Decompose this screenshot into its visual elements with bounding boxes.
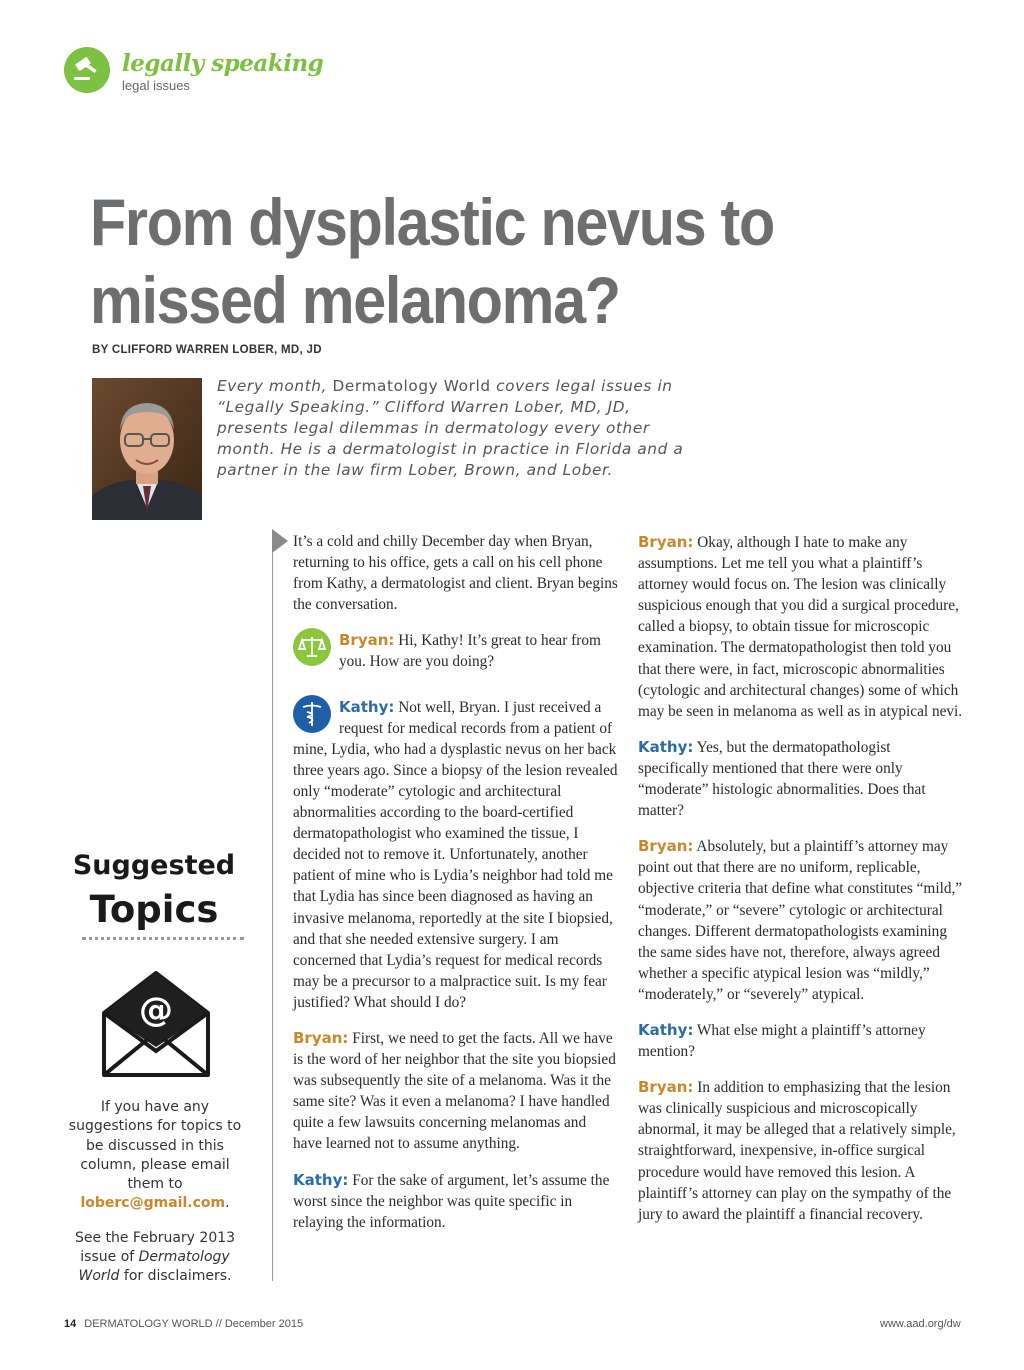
arrow-marker-icon — [272, 529, 288, 553]
dialogue-paragraph: Bryan: First, we need to get the facts. All we have is the word of her neighbor that the site you biopsied was subsequently the site of a melanoma. Was it the same site? Was it even a melanoma? I have handled quite a few lawsuits concerning melanomas and have learned not to assume anything. — [293, 1028, 616, 1153]
author-photo — [92, 378, 202, 520]
sidebar-email-note: If you have any suggestions for topics to be discussed in this column, please email them to loberc@gmail.com. — [68, 1099, 242, 1212]
sidebar-heading-topics: Topics — [89, 888, 219, 931]
sidebar-text — [66, 1098, 244, 1287]
footer-left — [64, 1318, 303, 1330]
article-column-2 — [638, 532, 963, 1240]
caduceus-icon — [293, 695, 331, 733]
section-subtitle: legal issues — [122, 78, 190, 93]
dialogue-paragraph: Kathy: What else might a plaintiff’s attorney mention? — [638, 1020, 926, 1061]
article-column-1 — [293, 531, 618, 1248]
opening-paragraph: It’s a cold and chilly December day when Bryan, returning to his office, gets a call on his cell phone from Kathy, a dermatologist and client. Bryan begins the conversation. — [293, 533, 618, 614]
sidebar-disclaimer: See the February 2013 issue of Dermatology World for disclaimers. — [74, 1229, 236, 1285]
article-title: From dysplastic nevus to missed melanoma? — [90, 185, 774, 337]
svg-text:@: @ — [139, 990, 173, 1030]
byline: BY CLIFFORD WARREN LOBER, MD, JD — [92, 344, 322, 356]
page-number: 14 — [64, 1318, 77, 1330]
footer-url[interactable]: www.aad.org/dw — [880, 1318, 961, 1330]
scales-icon — [293, 628, 331, 666]
dialogue-paragraph: Bryan: Hi, Kathy! It’s great to hear from you. How are you doing? — [293, 630, 618, 672]
email-link[interactable]: loberc@gmail.com — [80, 1195, 226, 1212]
publication-info: DERMATOLOGY WORLD // December 2015 — [84, 1318, 304, 1330]
dialogue-paragraph: Kathy: Yes, but the dermatopathologist specifically mentioned that there were only “moderate” histologic abnormalities. Does that matter? — [638, 737, 926, 820]
column-divider — [272, 533, 273, 1281]
dotted-divider — [82, 937, 244, 940]
section-title: legally speaking — [122, 50, 324, 77]
dialogue-paragraph: Bryan: Absolutely, but a plaintiff’s attorney may point out that there are no uniform, replicable, objective criteria that define what constitutes “mild,” “moderate,” or “severe” cytologic or architectural changes. Different dermatopathologists examining the same sides have not, therefore, always agreed whether a specific atypical lesion was “mildly,” “moderately,” or “severely” atypical. — [638, 837, 963, 1003]
dialogue-paragraph: Bryan: In addition to emphasizing that the lesion was clinically suspicious and microscopically abnormal, it may be alleged that a relatively simple, straightforward, inexpensive, in-office surgical procedure would have removed this lesion. A plaintiff’s attorney can play on the sympathy of the jury to award the plaintiff a financial recovery. — [638, 1078, 956, 1223]
article-intro: Every month, Dermatology World covers legal issues in “Legally Speaking.” Clifford Warren Lober, MD, JD, presents legal dilemmas in dermatology every other month. He is a dermatologist in practice in Florida and a partner in the law firm Lober, Brown, and Lober. — [217, 377, 684, 479]
dialogue-paragraph: Kathy: Not well, Bryan. I just received a request for medical records from a patient of mine, Lydia, who had a dysplastic nevus on her back three years ago. Since a biopsy of the lesion revealed only “moderate” cytologic and architectural abnormalities according to the board-certified dermatopathologist who examined the tissue, I decided not to remove it. Unfortunately, another patient of mine who is Lydia’s neighbor had told me that Lydia has since been diagnosed as having an invasive melanoma, reportedly at the site I biopsied, and that she needed extensive surgery. I am concerned that Lydia’s request for medical records may be a precursor to a malpractice suit. Is my fear justified? What should I do? — [293, 697, 618, 1013]
sidebar-heading: Suggested — [72, 850, 236, 881]
dialogue-paragraph: Kathy: For the sake of argument, let’s assume the worst since the neighbor was quite specific in relaying the information. — [293, 1170, 610, 1231]
dialogue-paragraph: Bryan: Okay, although I hate to make any assumptions. Let me tell you what a plaintiff’s attorney would focus on. The lesion was clinically suspicious enough that you did a surgical procedure, called a biopsy, to obtain tissue for microscopic examination. The dermatopathologist then told you that there were, in fact, microscopic abnormalities (cytologic and architectural changes) some of which may be seen in melanoma as well as in atypical nevi. — [638, 533, 963, 720]
gavel-icon — [64, 47, 110, 93]
email-envelope-icon — [100, 967, 212, 1079]
